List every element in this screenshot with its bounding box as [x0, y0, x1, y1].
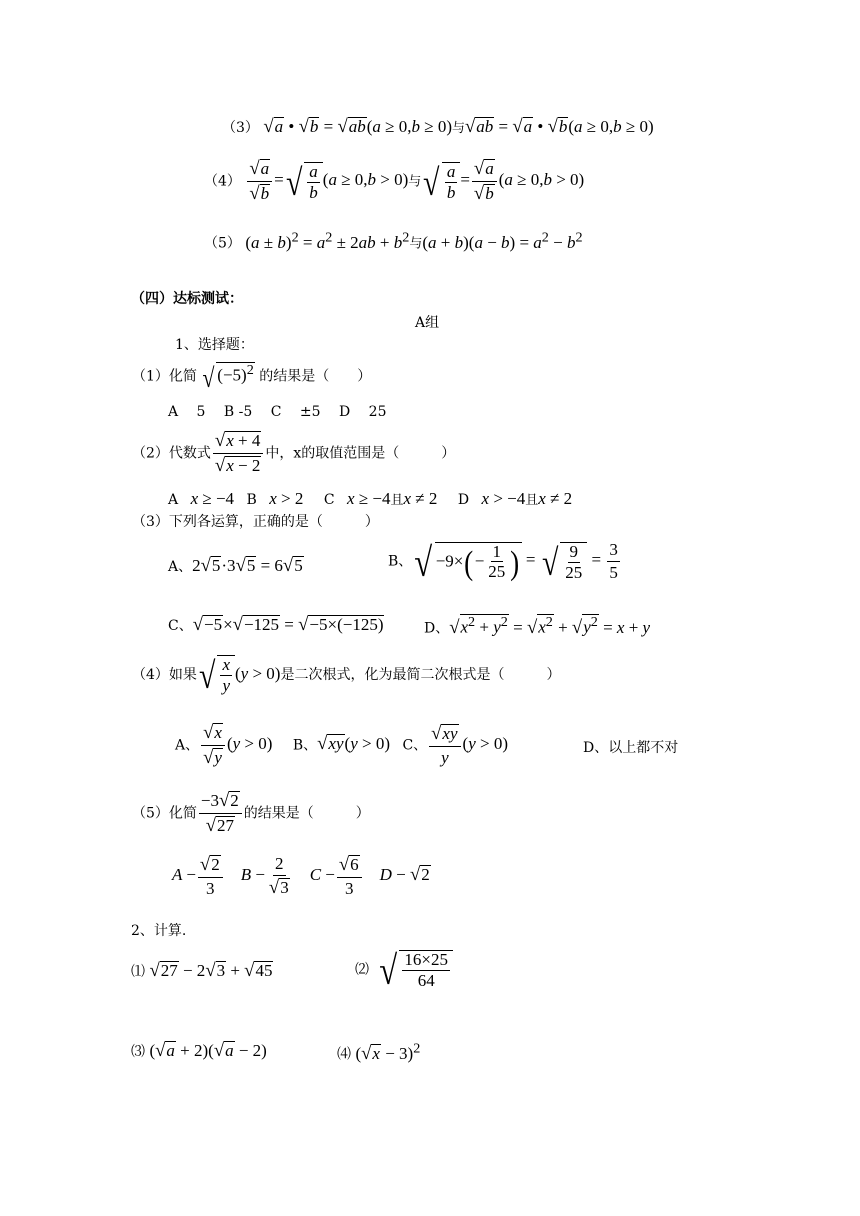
calc-1: ⑴ √27 − 2√3 + √45: [131, 960, 273, 981]
formula-5-label: （5）: [204, 235, 241, 252]
q2-option-b-label: B: [246, 492, 257, 508]
q4-options: A、 $\frac{√x}{√y}$ (y > 0) B、√xy(y > 0) C、 $\frac{√xy}{y}$ (y > 0): [175, 722, 508, 768]
part1-title: 1、选择题：: [175, 337, 254, 353]
question-1: （1）化简 √ $(-5)^2$ 的结果是（ ）: [132, 362, 372, 394]
formula-4: （4） $\frac{√a}{√b}$ =√ $\frac{a}{b}$ (a ≥ 0,b > 0)与√ $\frac{a}{b}$ = $\frac{√a}{√b}$ (a ≥ 0,b > 0): [204, 158, 585, 204]
q3-option-b-label: B、: [388, 553, 413, 570]
calc-2: ⑵ √ $\frac{16\times 25}{64}$: [355, 950, 453, 992]
q4-option-b-label: B、: [292, 737, 318, 754]
q5-label: （5）化简: [132, 805, 197, 822]
q1-options: A 5 B -5 C ±5 D 25: [168, 404, 387, 420]
calc-4: ⑷ $(√x - 3)^2$: [337, 1040, 421, 1064]
q3-option-d: D、$√x^2 + y^2 = √x^2 + √y^2 = x + y$: [424, 614, 651, 638]
formula-3: （3） √a • √b = √ab(a ≥ 0,b ≥ 0)与√ab = √a • √b(a ≥ 0,b ≥ 0): [222, 116, 654, 137]
q1-tail: 的结果是（ ）: [259, 368, 372, 385]
q3-option-c-label: C、: [168, 618, 193, 634]
q3-option-c: C、√−5×√−125 = √−5×(−125): [168, 614, 384, 635]
section-title: （四）达标测试：: [131, 291, 243, 307]
q1-label: （1）化简: [132, 368, 197, 385]
q2-cond-c: 且: [390, 493, 404, 508]
q4-option-c-label: C、: [402, 737, 428, 754]
q4-label: （4）如果: [132, 666, 197, 683]
q5-tail: 的结果是（ ）: [243, 805, 370, 822]
q4-option-d: D、以上都不对: [583, 740, 679, 756]
calc-4-label: ⑷: [337, 1046, 351, 1063]
q4-tail: 是二次根式，化为最简二次根式是（ ）: [280, 666, 561, 683]
formula-5: （5） $(a \pm b)^2 = a^2 \pm 2ab + b^2$与$(a + b)(a - b) = a^2 - b^2$: [204, 229, 583, 252]
q3-option-a: A、2√5·3√5 = 6√5: [168, 555, 303, 576]
q2-option-a-label: A: [168, 492, 179, 508]
q2-cond-d: 且: [525, 493, 539, 508]
group-label: A组: [415, 315, 440, 331]
q3-option-a-label: A、: [168, 559, 193, 575]
formula-4-label: （4）: [204, 173, 241, 190]
q2-label: （2）代数式: [132, 445, 211, 462]
q2-options: A x ≥ −4 B x > 2 C x ≥ −4且x ≠ 2 D x > −4且x ≠ 2: [168, 489, 573, 508]
q3-option-d-label: D、: [424, 620, 450, 637]
q2-tail: 中，x的取值范围是（ ）: [265, 445, 456, 462]
q3-option-b: B、√ −9×(− $\frac{1}{25}$ ) = √ $\frac{9}{25}$ = $\frac{3}{5}$: [388, 539, 618, 585]
formula-3-connector: 与: [451, 121, 465, 136]
calc-3: ⑶ (√a + 2)(√a − 2): [131, 1040, 267, 1061]
q4-option-a-label: A、: [175, 737, 200, 754]
formula-3-label: （3）: [222, 120, 259, 136]
question-4: （4）如果√ $\frac{x}{y}$ (y > 0)是二次根式，化为最简二次根式是（ ）: [132, 655, 561, 698]
q2-option-c-label: C: [323, 492, 335, 508]
calc-1-label: ⑴: [131, 964, 145, 980]
part2-title: 2、计算.: [131, 923, 187, 939]
formula-4-connector: 与: [408, 174, 422, 190]
q5-options: A − $\frac{√2}{3}$ B − $\frac{2}{√3}$ C − $\frac{√6}{3}$ D − √2: [172, 854, 430, 898]
question-3: （3）下列各运算，正确的是（ ）: [132, 514, 379, 530]
question-5: （5）化简 $\frac{-3√2}{√27}$ 的结果是（ ）: [132, 790, 370, 836]
calc-2-label: ⑵: [355, 961, 369, 978]
calc-3-label: ⑶: [131, 1044, 145, 1060]
q2-option-d-label: D: [457, 492, 470, 508]
formula-5-connector: 与: [409, 236, 423, 252]
question-2: （2）代数式 $\frac{√x + 4}{√x - 2}$ 中，x的取值范围是（ ）: [132, 430, 456, 476]
